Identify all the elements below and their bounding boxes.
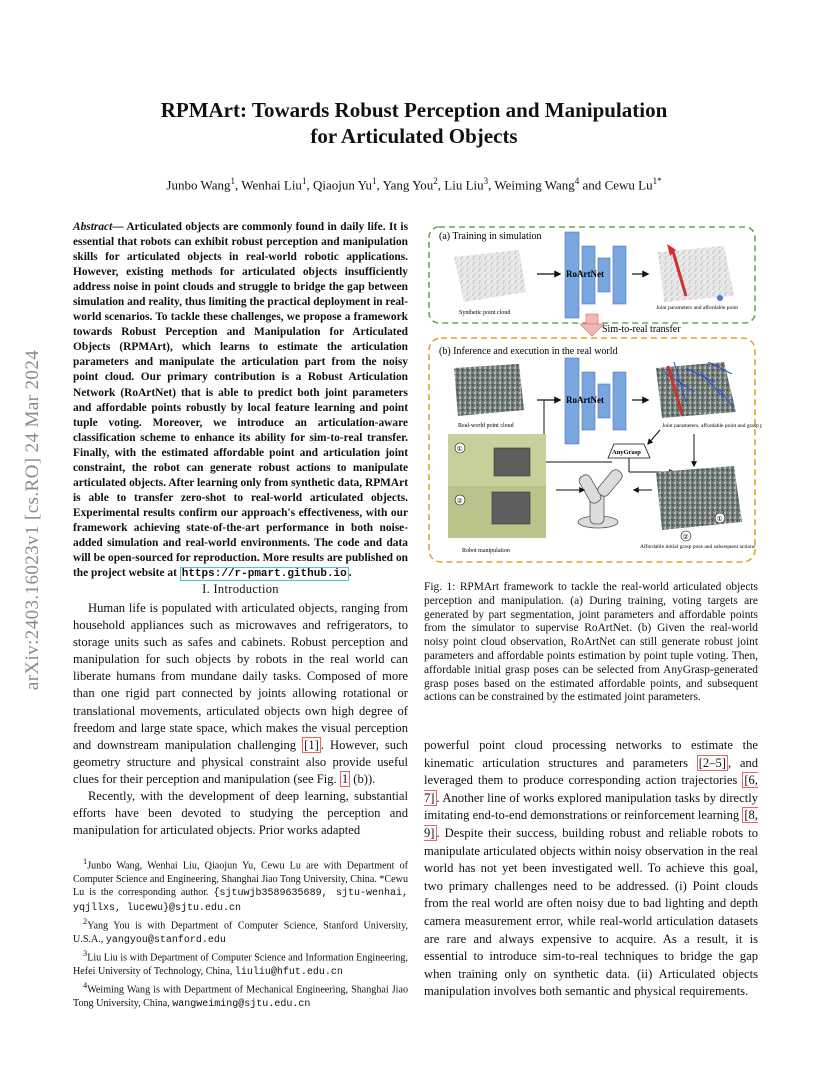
footnote-email: yangyou@stanford.edu [105, 934, 226, 946]
panel-a-label: (a) Training in simulation [439, 231, 542, 242]
author-name: Yang You [382, 177, 434, 193]
arrow [648, 430, 660, 444]
citation-link[interactable]: [6, 7] [424, 773, 758, 805]
step-1-marker: ① [456, 445, 463, 453]
footnote-email: liuliu@hfut.edu.cn [234, 966, 343, 978]
footnote-3: $^3$Liu Liu is with Department of Computer Science and Information Engineering, Hefei University of Technology, China, liuliu@hfut.edu.cn [73, 949, 408, 978]
citation-link[interactable]: [1] [304, 737, 319, 752]
intro-paragraph-1 [73, 600, 408, 788]
sim2real-arrowhead [580, 324, 604, 336]
text-run: . Despite their success, building robust and reliable robots to manipulate articulated objects within noisy observation in the real world has not yet been investigated well. To achieve this goal, two primary challenges need to be addressed. (i) Point clouds from the real world are often noisy due to bad lighting and depth camera measurement error, while real-world articulation datasets are rare and always expensive to acquire. As a result, it is essential to introduce sim-to-real techniques to bridge the gap when training only on synthetic data. (ii) Articulated objects manipulation involves both semantic and physical requirements. [424, 825, 758, 999]
footnote-text: Liu Liu is with Department of Computer Science and Information Engineering, Hefei University of Technology, China, [73, 952, 408, 977]
author-affil: 4 [574, 176, 580, 186]
robot-manipulation-label: Robot manipulation [462, 548, 510, 554]
grasp-result-image [656, 466, 742, 530]
abstract-end: . [348, 567, 352, 580]
right-paragraph [424, 737, 758, 1001]
roartnet-label-a: RoArtNet [566, 269, 604, 279]
author-affil: 1 [301, 176, 307, 186]
grasp-label: Affordable initial grasp pose and subsequent actions [640, 544, 756, 550]
author-name: Weiming Wang [494, 177, 575, 193]
section-heading-introduction: I. Introduction [202, 582, 279, 596]
footnote-text: Junbo Wang, Wenhai Liu, Qiaojun Yu, Cewu Lu are with Department of Computer Science and Engineering, Shanghai Jiao Tong University, China. *Cewu Lu is the corresponding author. [73, 860, 408, 899]
footnote-email: {sjtuwjb3589635689, sjtu-wenhai, yqjllxs, lucewu}@sjtu.edu.cn [73, 888, 409, 914]
affordable-point [717, 295, 723, 301]
project-website-link[interactable]: https://r-pmart.github.io [181, 568, 347, 581]
author-name: Wenhai Liu [241, 177, 302, 193]
author-affil: 2 [433, 176, 438, 186]
robot-arm-illustration [577, 468, 624, 528]
title-line-2: for Articulated Objects [310, 124, 518, 148]
text-run: Human life is populated with articulated objects, ranging from household appliances such as microwaves and refrigerators, to storage units such as safes and cabinets. Robust perception and manipulation for such objects by robots in the real world can liberate humans from mundane daily tasks. Composed of more than one rigid part connected by joints allowing rotational or translational movements, articulated objects own high degree of freedom and large state space, which makes the visual perception and downstream manipulation challenging [73, 601, 408, 752]
footnote-2: $^2$Yang You is with Department of Computer Science, Stanford University, U.S.A., yangyou@stanford.edu [73, 916, 408, 946]
text-run: (b)). [350, 771, 376, 786]
author-name: Cewu Lu [604, 177, 653, 193]
synthetic-point-cloud-image [454, 250, 526, 302]
abstract-dash: — [112, 221, 127, 233]
title-line-1: RPMArt: Towards Robust Perception and Manipulation [160, 98, 668, 122]
safe-image-2 [492, 492, 530, 524]
author-name: Liu Liu [444, 177, 484, 193]
footnote-text: Weiming Wang is with Department of Mechanical Engineering, Shanghai Jiao Tong University, China, [73, 984, 408, 1010]
roartnet-label-b: RoArtNet [566, 395, 604, 405]
panel-b-label: (b) Inference and execution in the real world [439, 346, 618, 357]
sim2real-label: Sim-to-real transfer [602, 324, 681, 335]
safe-image-1 [494, 448, 530, 476]
author-list: Junbo Wang$^1$, Wenhai Liu$^1$, Qiaojun Yu$^1$, Yang You$^2$, Liu Liu$^3$, Weiming Wang$^4$ and Cewu $Lu^{1*}$ [166, 176, 662, 193]
footnote-email: wangweiming@sjtu.edu.cn [172, 999, 311, 1011]
author-affil: 1* [652, 176, 662, 186]
abstract-text: Articulated objects are commonly found in daily life. It is essential that robots can exhibit robust perception and manipulation skills for articulated objects in real-world robotic applications. However, existing methods for articulated objects insufficiently address noise in point clouds and struggle to bridge the gap between simulation and reality, thus limiting the practical deployment in real-world scenarios. To tackle these challenges, we propose a framework towards Robust Perception and Manipulation for Articulated Objects (RPMArt), which learns to estimate the articulation parameters and manipulate the articulation part from the noisy point cloud. Our primary contribution is a Robust Articulation Network (RoArtNet) that is able to predict both joint parameters and affordable points robustly by local feature learning and point tuple voting. Moreover, we introduce an articulation-aware classification scheme to enhance its ability for sim-to-real transfer. Finally, with the estimated affordable point and articulation joint constraint, the robot can generate robust actions to manipulate articulated objects. After learning only from synthetic data, RPMArt is able to transfer zero-shot to real-world articulated objects. Experimental results confirm our approach's effectiveness, with our framework achieving state-of-the-art performance in both noise-added simulation and real-world environments. The code and data will be open-sourced for reproduction. More results are published on the project website at [73, 221, 409, 580]
realworld-point-cloud-image [454, 364, 524, 416]
caption-text: RPMArt framework to tackle the real-world articulated objects perception and manipulation. (a) During training, voting targets are generated by part segmentation, joint parameters and affordable points from the simulator to supervise RoArtNet. (b) Given the real-world noisy point cloud observation, RoArtNet can still generate robust joint parameters and affordable points estimation by point tuple voting. Then, affordable initial grasp poses can be selected from AnyGrasp-generated grasp poses based on the estimated affordable points, and subsequent actions can be constrained by the estimated joint parameters. [424, 581, 758, 704]
abstract [73, 220, 408, 582]
arxiv-identifier: arXiv:2403.16023v1 [cs.RO] 24 Mar 2024 [22, 349, 43, 691]
figure-1-caption [424, 581, 758, 705]
realworld-point-cloud-label: Real-world point cloud [458, 423, 514, 429]
right-column-text [424, 737, 758, 1001]
footnote-4: $^4$Weiming Wang is with Department of Mechanical Engineering, Shanghai Jiao Tong University, China, wangweiming@sjtu.edu.cn [73, 981, 408, 1011]
caption-prefix: Fig. 1: [424, 581, 456, 593]
joint-param-result-image [658, 246, 734, 302]
footnote-1: $^1$Junbo Wang, Wenhai Liu, Qiaojun Yu, Cewu Lu are with Department of Computer Science and Engineering, Shanghai Jiao Tong University, China. *Cewu Lu is the corresponding author. {sjtuwjb3589635689, sjtu-wenhai, yqjllxs, lucewu}@sjtu.edu.cn [73, 857, 409, 914]
citation-link[interactable]: [8, 9] [424, 808, 758, 840]
author-name: Junbo Wang [166, 177, 231, 193]
arxiv-sidebar [18, 285, 48, 755]
step-2-marker: ② [682, 533, 689, 541]
author-affil: 3 [483, 176, 489, 186]
author-affil: 1 [372, 176, 377, 186]
text-run: , and leveraged them to produce corresponding action trajectories [424, 755, 758, 788]
intro-paragraph-2: Recently, with the development of deep learning, substantial efforts have been devoted to studying the perception and manipulation for articulated objects. Prior works adapted [73, 789, 408, 838]
text-run: powerful point cloud processing networks to estimate the kinematic articulation structures and parameters [424, 738, 758, 770]
figure-ref-link[interactable]: 1 [341, 771, 349, 786]
footnotes [73, 855, 408, 1012]
introduction-text [73, 600, 408, 839]
text-run: . However, such geometry structure and physical constraint also provide useful clues for their perception and manipulation (see Fig. [73, 737, 408, 786]
step-1-marker: ① [716, 515, 723, 523]
step-2-marker: ② [456, 497, 463, 505]
figure-1 [424, 222, 762, 574]
author-name: Qiaojun Yu [312, 177, 373, 193]
figure-1-diagram [424, 222, 762, 574]
citation-link[interactable]: [2–5] [698, 755, 726, 770]
synthetic-point-cloud-label: Synthetic point cloud [459, 310, 511, 316]
sim2real-arrow-body [586, 314, 598, 324]
anygrasp-label: AnyGrasp [612, 449, 641, 456]
author-affil: 1 [230, 176, 235, 186]
author-and: and [582, 177, 602, 193]
footnote-text: Yang You is with Department of Computer Science, Stanford University, U.S.A., [73, 920, 408, 945]
text-run: . Another line of works explored manipulation tasks by directly imitating end-to-end demonstrations or reinforcement learning [424, 790, 758, 823]
joint-label-b: Joint parameters, affordable point and grasp poses [662, 423, 762, 429]
abstract-label: Abstract [73, 221, 113, 233]
paper-title [0, 97, 828, 149]
joint-label-a: Joint parameters and affordable point [656, 305, 739, 311]
